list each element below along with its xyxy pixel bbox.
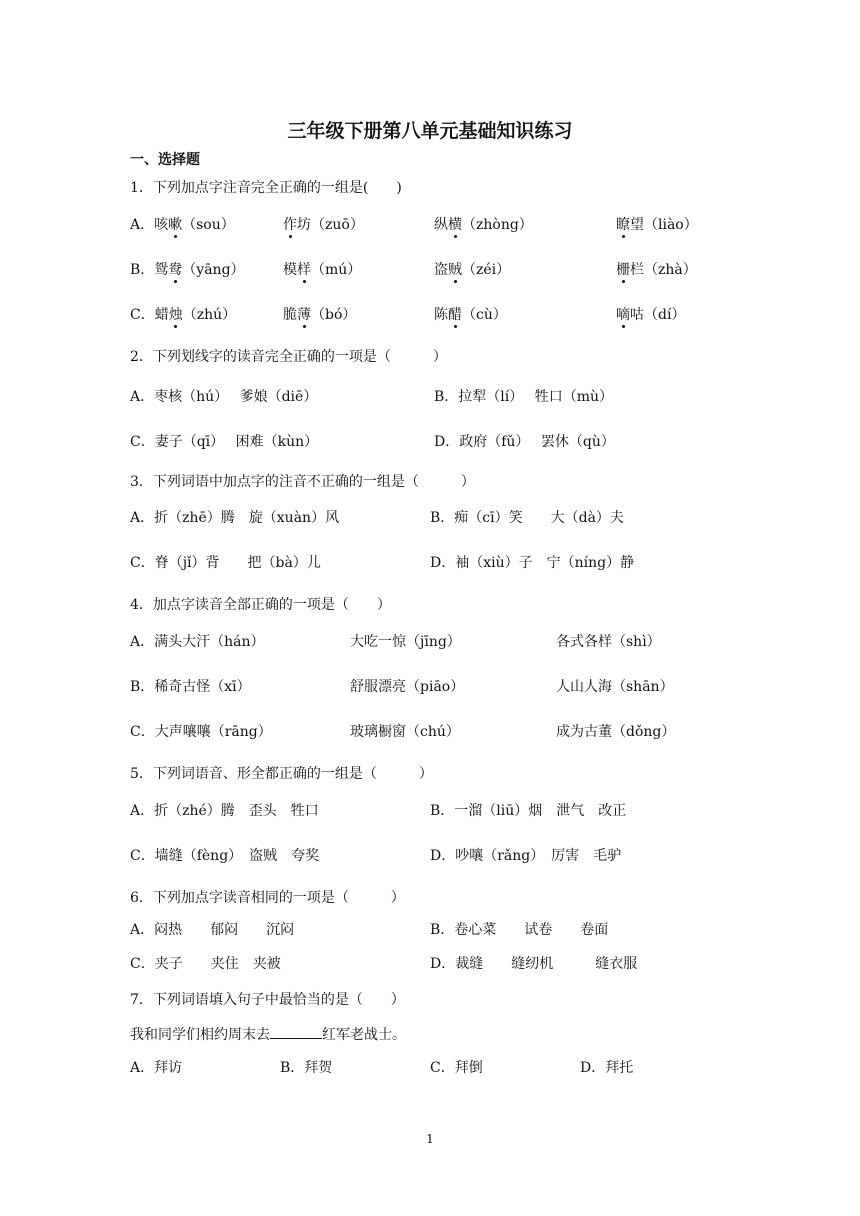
q1-a1: A．咳嗽（sou） bbox=[130, 217, 235, 233]
q1-c1: C．蜡烛（zhú） bbox=[130, 307, 237, 323]
q1-a2: 作坊（zuō） bbox=[283, 217, 364, 233]
q1-b2: 模样（mú） bbox=[283, 262, 362, 278]
q7-sentence-pre: 我和同学们相约周末去 bbox=[130, 1027, 270, 1043]
q5-option-b: B．一溜（liū）烟 泄气 改正 bbox=[430, 803, 627, 819]
question-7-stem: 7．下列词语填入句子中最恰当的是（ ） bbox=[130, 992, 405, 1008]
question-6-stem: 6．下列加点字读音相同的一项是（ ） bbox=[130, 890, 405, 906]
q6-option-c: C．夹子 夹住 夹被 bbox=[130, 956, 281, 972]
q3-option-d: D．袖（xiù）子 宁（níng）静 bbox=[430, 555, 635, 571]
q1-a3: 纵横（zhòng） bbox=[434, 217, 533, 233]
q1-b1: B．鸳鸯（yāng） bbox=[130, 262, 245, 278]
q2-option-c: C．妻子（qī） 困难（kùn） bbox=[130, 434, 319, 450]
q7-option-c: C．拜倒 bbox=[430, 1060, 483, 1076]
q4-b2: 舒服漂亮（piāo） bbox=[350, 679, 465, 695]
q3-option-b: B．痴（cī）笑 大（dà）夫 bbox=[430, 510, 624, 526]
question-4-stem: 4．加点字读音全部正确的一项是（ ） bbox=[130, 597, 391, 613]
q7-option-b: B．拜贺 bbox=[280, 1060, 333, 1076]
q6-option-a: A．闷热 郁闷 沉闷 bbox=[130, 922, 295, 938]
question-5-stem: 5．下列词语音、形全都正确的一组是（ ） bbox=[130, 766, 433, 782]
q4-a1: A．满头大汗（hán） bbox=[130, 634, 265, 650]
fill-blank bbox=[270, 1024, 322, 1039]
section-heading: 一、选择题 bbox=[130, 152, 200, 168]
q5-option-a: A．折（zhé）腾 歪头 牲口 bbox=[130, 803, 319, 819]
q1-b3: 盗贼（zéi） bbox=[434, 262, 511, 278]
page-title: 三年级下册第八单元基础知识练习 bbox=[287, 120, 573, 142]
q7-option-d: D．拜托 bbox=[580, 1060, 634, 1076]
q7-sentence-post: 红军老战士。 bbox=[322, 1027, 406, 1043]
q1-c3: 陈醋（cù） bbox=[434, 307, 507, 323]
q4-c1: C．大声嚷嚷（rāng） bbox=[130, 724, 272, 740]
q3-option-a: A．折（zhē）腾 旋（xuàn）风 bbox=[130, 510, 340, 526]
q1-b4: 栅栏（zhà） bbox=[616, 262, 697, 278]
q7-sentence bbox=[130, 1024, 406, 1045]
q1-c2: 脆薄（bó） bbox=[283, 307, 357, 323]
q6-option-d: D．裁缝 缝纫机 缝衣服 bbox=[430, 956, 638, 972]
question-1-stem: 1．下列加点字注音完全正确的一组是( ) bbox=[130, 180, 402, 196]
q4-c3: 成为古董（dǒng） bbox=[556, 724, 676, 740]
q4-a3: 各式各样（shì） bbox=[556, 634, 661, 650]
q4-b1: B．稀奇古怪（xī） bbox=[130, 679, 251, 695]
q5-option-c: C．墙缝（fèng） 盗贼 夸奖 bbox=[130, 848, 320, 864]
q2-option-d: D．政府（fǔ） 罢休（qù） bbox=[434, 434, 615, 450]
q7-option-a: A．拜访 bbox=[130, 1060, 183, 1076]
q3-option-c: C．脊（jǐ）背 把（bà）儿 bbox=[130, 555, 321, 571]
q4-a2: 大吃一惊（jīng） bbox=[350, 634, 461, 650]
q2-option-b: B．拉犁（lí） 牲口（mù） bbox=[434, 389, 613, 405]
q1-a4: 瞭望（liào） bbox=[616, 217, 698, 233]
q6-option-b: B．卷心菜 试卷 卷面 bbox=[430, 922, 609, 938]
question-2-stem: 2．下列划线字的读音完全正确的一项是（ ） bbox=[130, 349, 447, 365]
question-3-stem: 3．下列词语中加点字的注音不正确的一组是（ ） bbox=[130, 474, 475, 490]
q4-c2: 玻璃橱窗（chú） bbox=[350, 724, 460, 740]
q2-option-a: A．枣核（hú） 爹娘（diē） bbox=[130, 389, 318, 405]
q4-b3: 人山人海（shān） bbox=[556, 679, 674, 695]
page-number: 1 bbox=[426, 1132, 434, 1146]
q1-c4: 嘀咕（dí） bbox=[616, 307, 686, 323]
q5-option-d: D．吵嚷（rǎng） 厉害 毛驴 bbox=[430, 848, 622, 864]
